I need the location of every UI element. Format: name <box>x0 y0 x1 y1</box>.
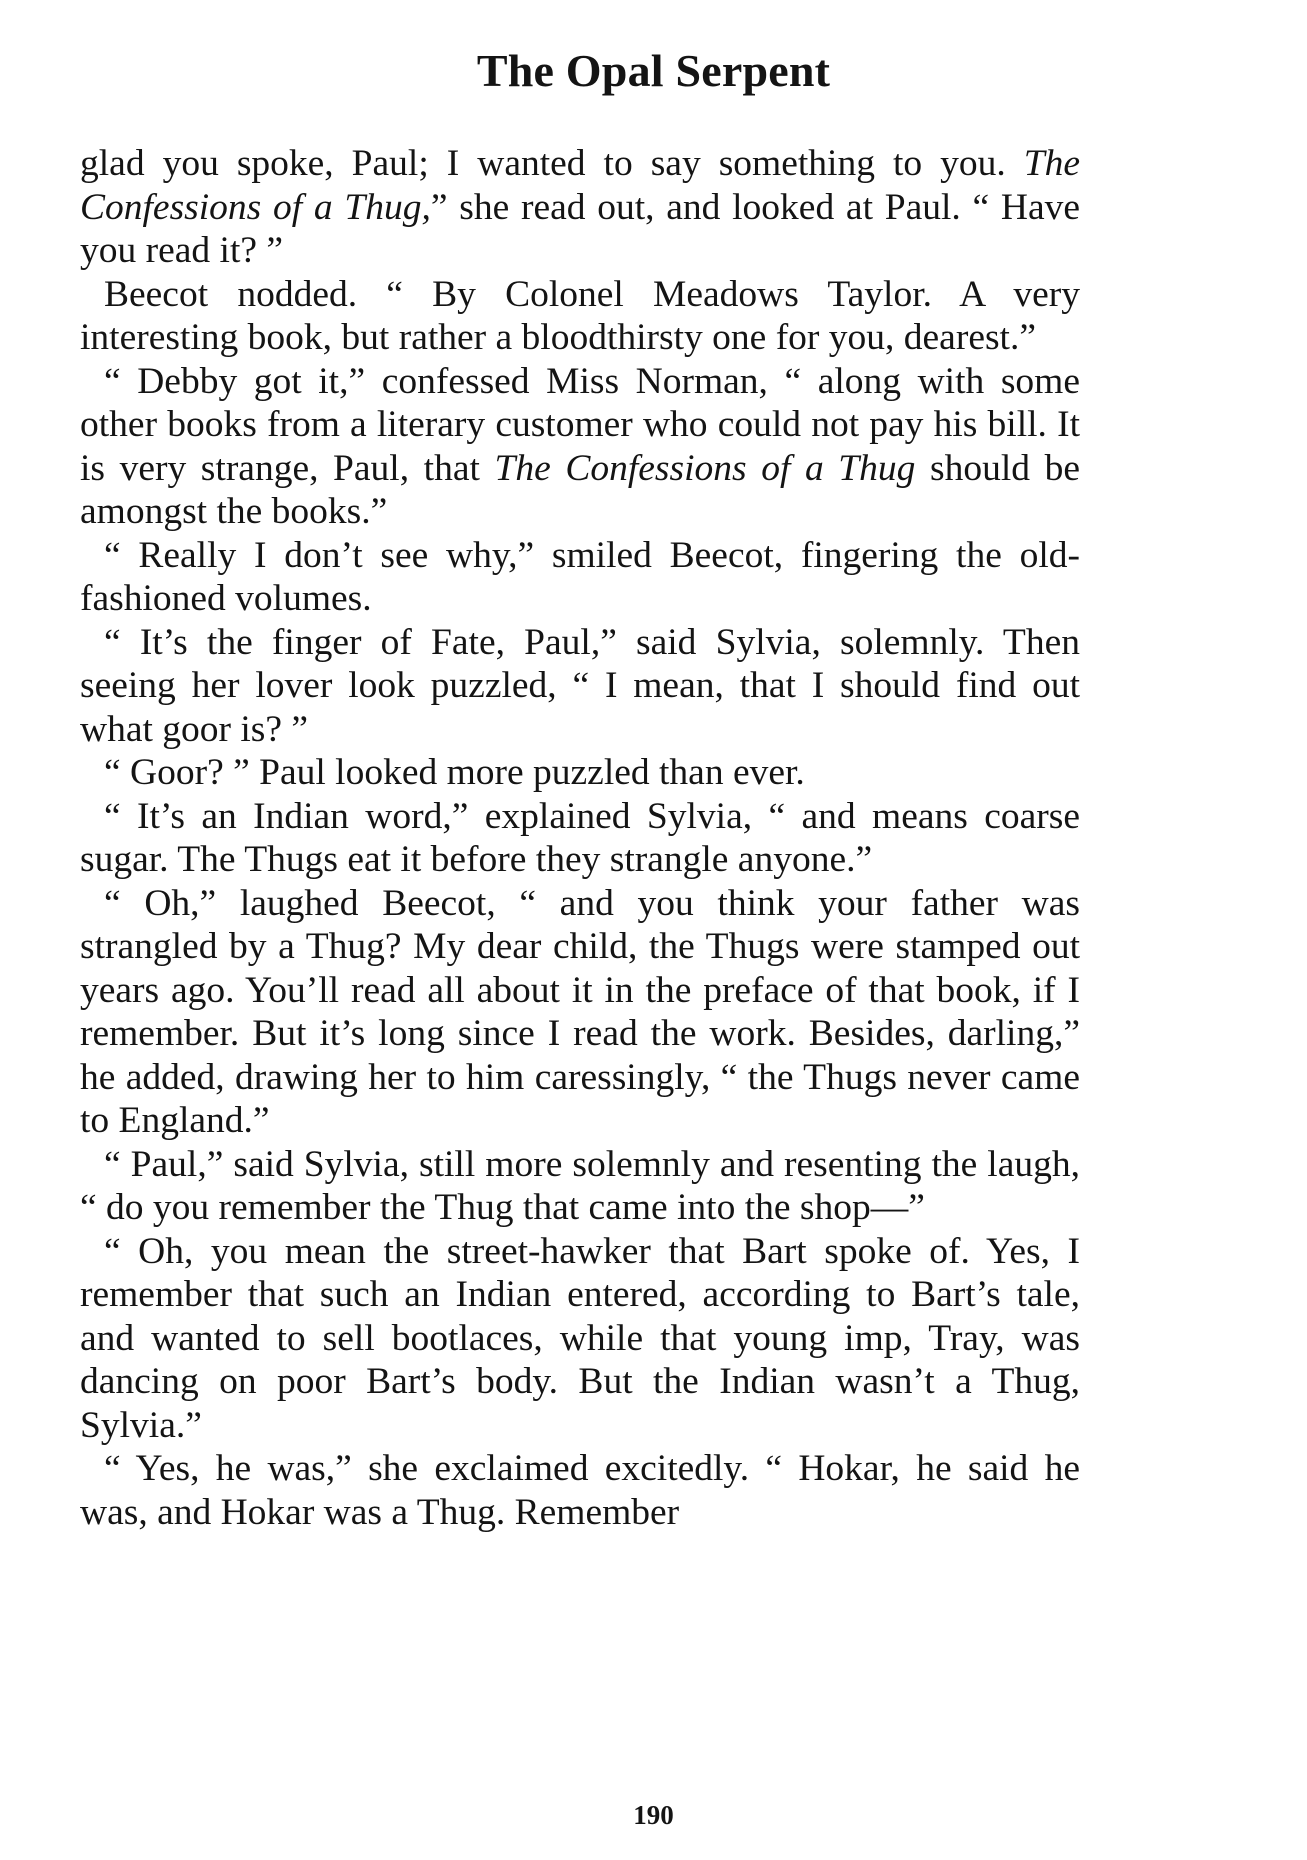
paragraph <box>80 795 1080 882</box>
body-text <box>80 142 1080 1534</box>
paragraph <box>80 751 1080 795</box>
text-run: “ Really I don’t see why,” smiled Beecot, fingering the old-fashioned volumes. <box>80 534 1080 619</box>
paragraph <box>80 360 1080 534</box>
text-run: should be amongst the books.” <box>80 447 1080 532</box>
italic-title: The Confessions of a Thug <box>494 447 916 489</box>
text-run: “ Goor? ” Paul looked more puzzled than ever. <box>104 752 805 793</box>
text-run: “ Yes, he was,” she exclaimed excitedly. “ Hokar, he said he was, and Hokar was a Thug. Remember <box>80 1448 1080 1533</box>
paragraph <box>80 621 1080 752</box>
text-run: “ It’s the finger of Fate, Paul,” said Sylvia, solemnly. Then seeing her lover look puzzled, “ I mean, that I should find out what goor is? ” <box>80 621 1080 750</box>
paragraph <box>80 273 1080 360</box>
paragraph <box>80 1447 1080 1534</box>
text-run: “ Oh, you mean the street-hawker that Bart spoke of. Yes, I remember that such an Indian entered, according to Bart’s tale, and wanted to sell bootlaces, while that young imp, Tray, was dancing on poor Bart’s body. But the Indian wasn’t a Thug, Sylvia.” <box>80 1230 1080 1446</box>
page-number: 190 <box>633 1800 674 1830</box>
paragraph <box>80 534 1080 621</box>
text-run: “ It’s an Indian word,” explained Sylvia, “ and means coarse sugar. The Thugs eat it before they strangle anyone.” <box>80 795 1080 880</box>
text-run: “ Oh,” laughed Beecot, “ and you think your father was strangled by a Thug? My dear child, the Thugs were stamped out years ago. You’ll read all about it in the preface of that book, if I remember. But it’s long since I read the work. Besides, darling,” he added, drawing her to him caressingly, “ the Thugs never came to England.” <box>80 882 1080 1141</box>
paragraph <box>80 1230 1080 1448</box>
text-run: Beecot nodded. “ By Colonel Meadows Taylor. A very interesting book, but rather a bloodthirsty one for you, dearest.” <box>80 273 1080 358</box>
text-run: “ Debby got it,” confessed Miss Norman, “ along with some other books from a literary customer who could not pay his bill. It is very strange, Paul, that <box>80 360 1080 489</box>
text-run: glad you spoke, Paul; I wanted to say something to you. <box>80 143 1024 184</box>
text-run: ” she read out, and looked at Paul. “ Have you read it? ” <box>80 186 1080 271</box>
paragraph <box>80 882 1080 1143</box>
text-run: “ Paul,” said Sylvia, still more solemnly and resenting the laugh, “ do you remember the Thug that came into the shop—” <box>80 1143 1080 1228</box>
paragraph <box>80 142 1080 273</box>
paragraph <box>80 1143 1080 1230</box>
running-title: The Opal Serpent <box>476 45 831 96</box>
italic-title: The Confessions of a Thug, <box>80 143 1080 228</box>
